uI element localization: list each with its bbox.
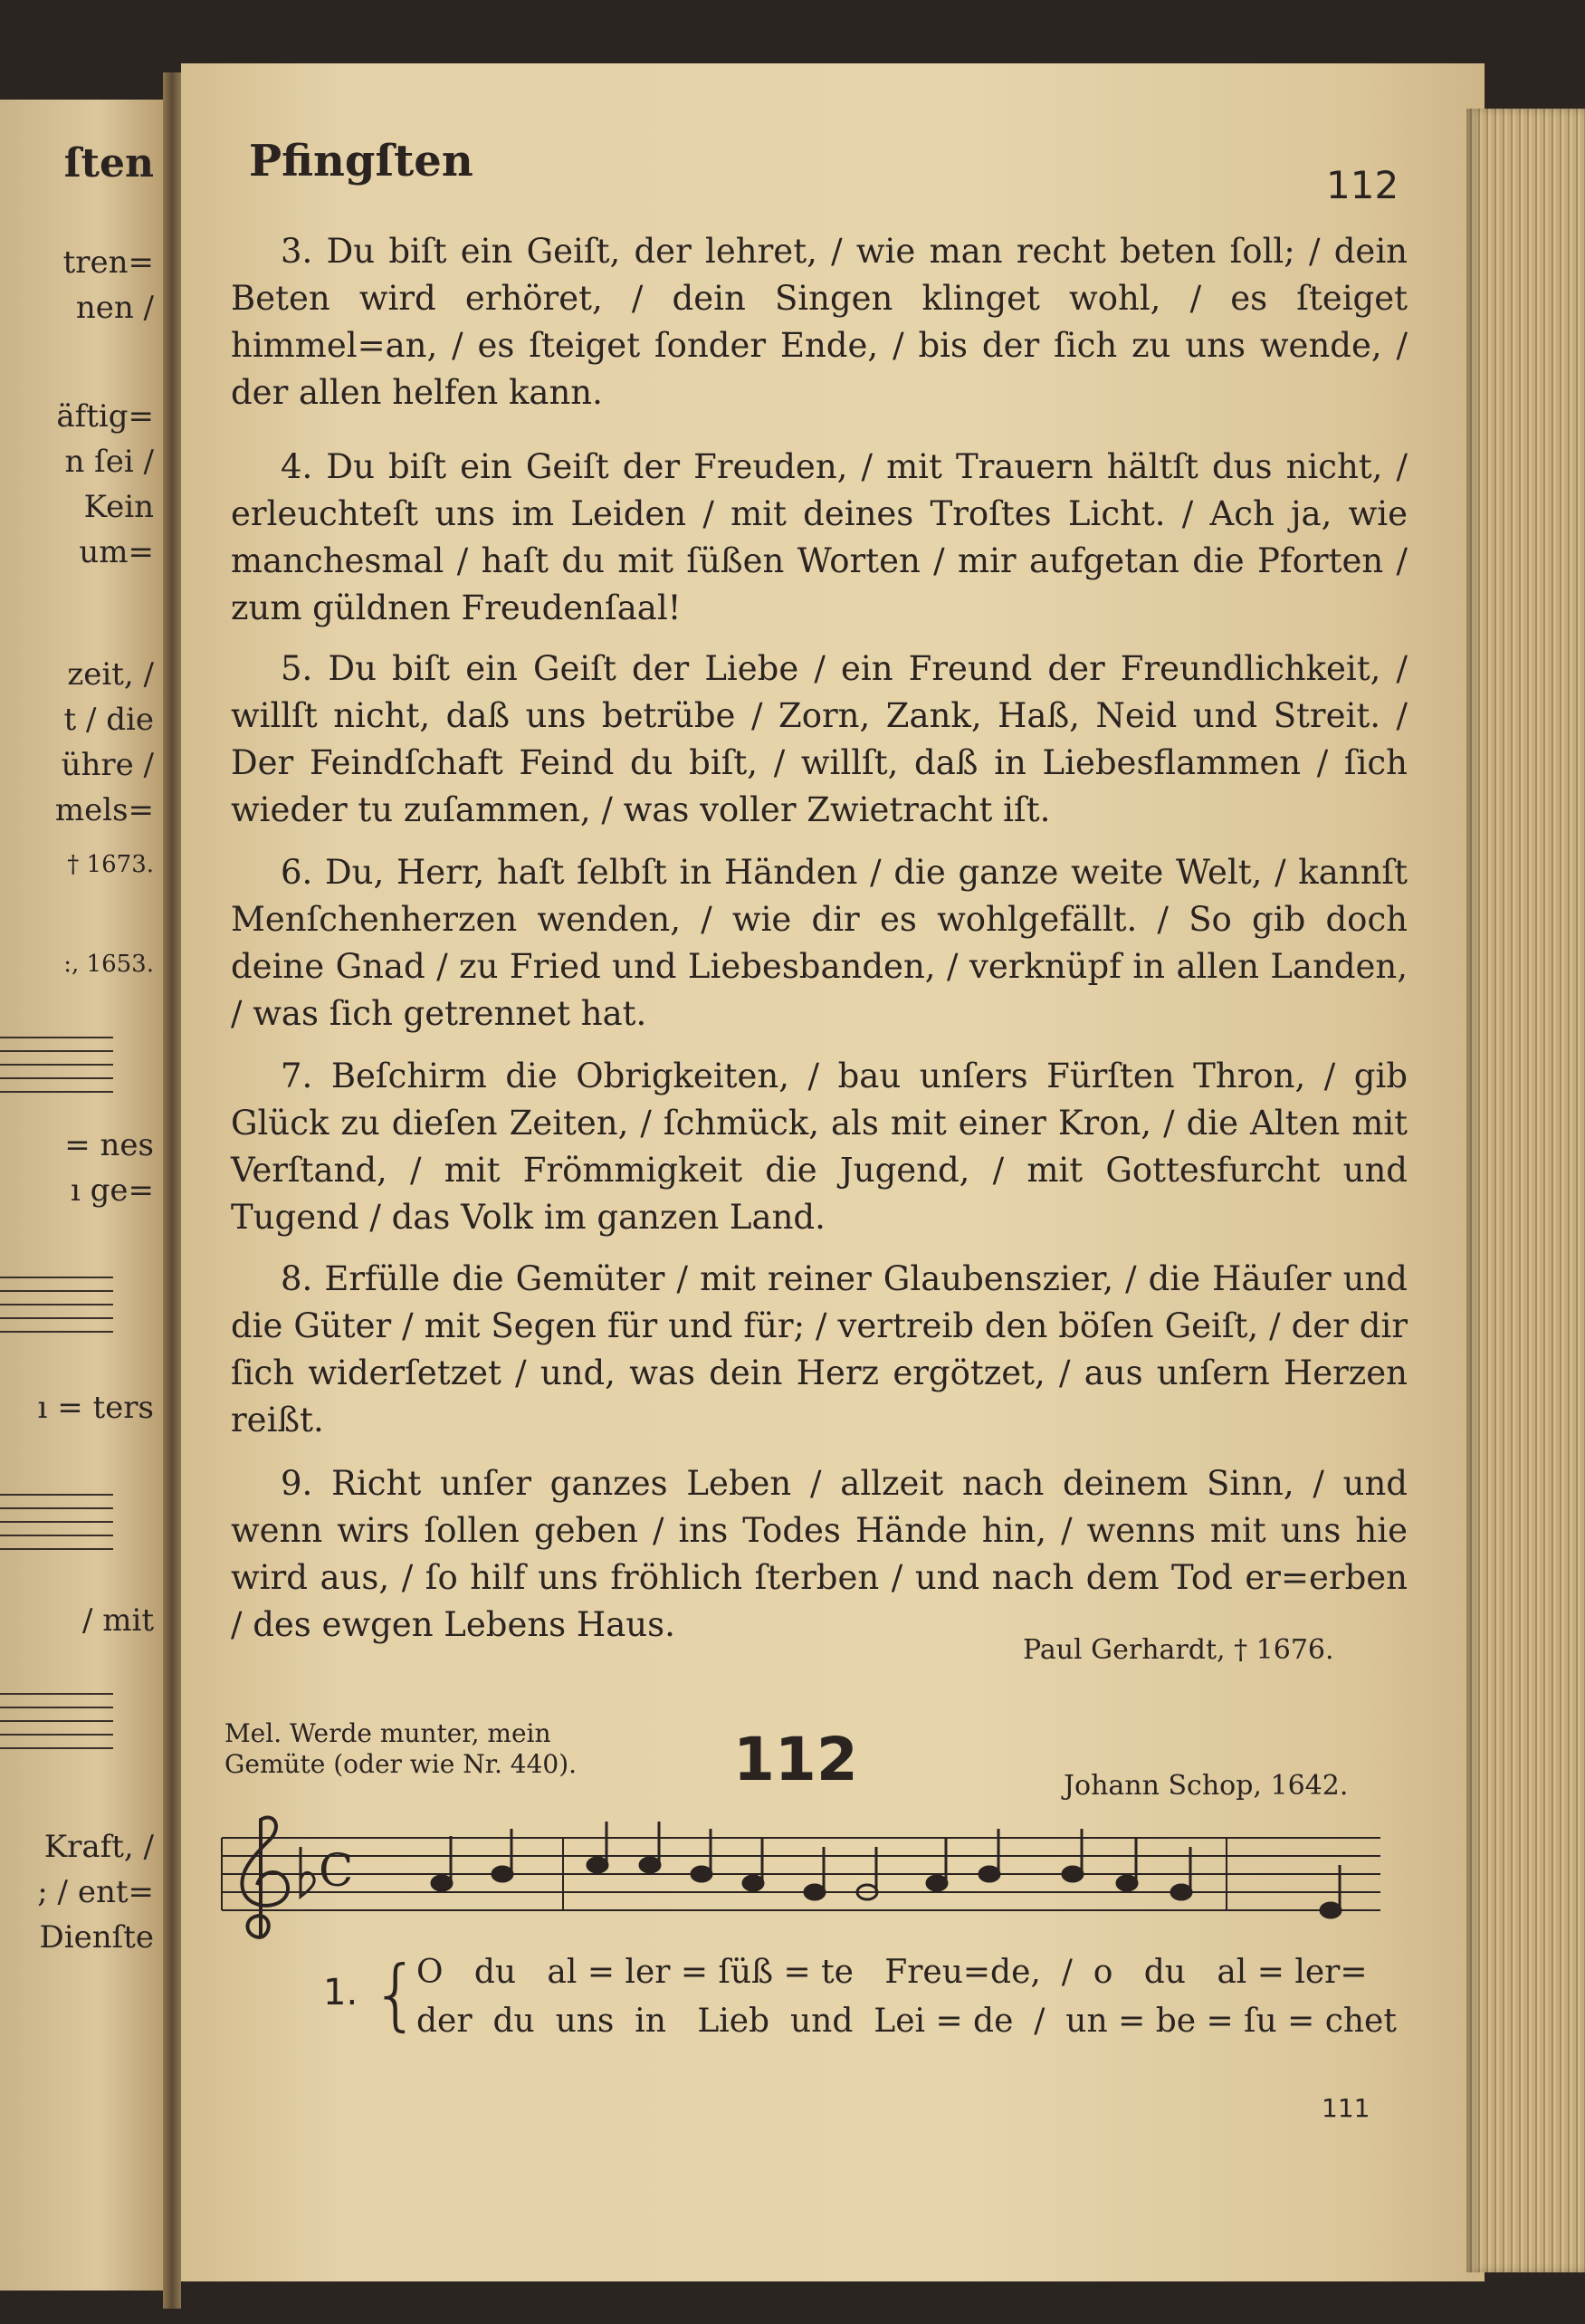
left-fragment: † 1673. [67, 851, 154, 878]
left-fragment: mels= [54, 792, 154, 828]
lyrics-verse-number: 1. [323, 1972, 358, 2013]
lyrics-line: der du uns in Lieb und Lei = de / un = be = ſu = chet [416, 2003, 1397, 2040]
flat-sign-icon [301, 1847, 314, 1897]
verse-7: 7. Beſchirm die Obrigkeiten, / bau unſers Fürſten Thron, / gib Glück zu dieſen Zeiten, / ſchmück, als mit einer Kron, / die Alten mit Verſtand, / mit Frömmigkeit die Jugend, / mit Gottesfurcht und Tugend / das Volk im ganzen Land. [231, 1057, 1408, 1237]
left-fragment: / mit [81, 1602, 154, 1639]
left-fragment: n ſei / [64, 444, 154, 480]
left-music-staff [0, 1693, 113, 1749]
page-number: 112 [1326, 163, 1399, 207]
left-music-staff [0, 1277, 113, 1333]
melody-note [224, 1718, 650, 1780]
footer-number: 111 [1322, 2093, 1370, 2123]
author-credit: Paul Gerhardt, † 1676. [1023, 1634, 1334, 1666]
page-title: Pfingſten [249, 136, 473, 186]
left-fragment: um= [79, 534, 154, 570]
melody-note-line: Mel. Werde munter, mein [224, 1718, 551, 1748]
left-fragment: Dienſte [39, 1919, 154, 1956]
left-page-fragment [0, 100, 163, 2291]
music-note [432, 1836, 452, 1890]
verse-4: 4. Du biſt ein Geiſt der Freuden, / mit Trauern hältſt dus nicht, / erleuchteſt uns im Leiden / mit deines Troſtes Licht. / Ach ja, wie manchesmal / haſt du mit ſüßen Worten / mir aufgetan die Pforten / zum güldnen Freudenſaal! [231, 447, 1408, 627]
left-music-staff [0, 1494, 113, 1550]
left-fragment: nen / [75, 290, 154, 326]
verse-5: 5. Du biſt ein Geiſt der Liebe / ein Freund der Freundlichkeit, / willſt nicht, daß uns betrübe / Zorn, Zank, Haß, Neid und Streit. / Der Feindſchaft Feind du biſt, / willſt, daß in Liebesflammen / ſich wieder tu zuſammen, / was voller Zwietracht iſt. [231, 649, 1408, 829]
common-time-icon: C [319, 1844, 354, 1897]
left-fragment: ı ge= [70, 1172, 154, 1209]
left-fragment: tren= [62, 244, 154, 281]
verse-3: 3. Du biſt ein Geiſt, der lehret, / wie man recht beten ſoll; / dein Beten wird erhöret, / dein Singen klinget wohl, / es ſteiget himmel=an, / es ſteiget ſonder Ende, / bis der ſich zu uns wende, / der allen helfen kann. [231, 232, 1408, 412]
left-fragment: zeit, / [67, 656, 154, 693]
left-fragment: t / die [63, 702, 154, 738]
left-fragment: ühre / [61, 747, 154, 783]
left-fragment: äftig= [56, 398, 154, 435]
hymn-number: 112 [733, 1725, 858, 1794]
book-gutter [163, 72, 181, 2309]
left-fragment: Kraft, / [43, 1829, 154, 1865]
music-note [927, 1838, 947, 1890]
left-fragment: = nes [64, 1127, 154, 1163]
left-fragment: ; / ent= [37, 1874, 154, 1910]
music-note [743, 1838, 763, 1890]
composer-credit: Johann Schop, 1642. [1064, 1770, 1349, 1802]
music-note [1117, 1838, 1137, 1890]
left-page-header: ſten [63, 140, 154, 186]
verse-6: 6. Du, Herr, haſt ſelbſt in Händen / die ganze weite Welt, / kannſt Menſchenherzen wenden, / wie dir es wohlgefällt. / So gib doch deine Gnad / zu Fried und Liebesbanden, / verknüpf in allen Landen, / was ſich getrennet hat. [231, 853, 1408, 1033]
page-edges [1466, 109, 1585, 2272]
brace-icon: { [371, 1949, 421, 2040]
music-staff [217, 1811, 1394, 1946]
verse-8: 8. Erfülle die Gemüter / mit reiner Glaubenszier, / die Häuſer und die Güter / mit Segen für und für; / vertreib den böſen Geiſt, / der dir ſich widerſetzet / und, was dein Herz ergötzet, / aus unſern Herzen reißt. [231, 1259, 1408, 1439]
lyrics-line: O du al = ler = ſüß = te Freu=de, / o du al = ler= [416, 1954, 1368, 1991]
left-fragment: ı = ters [37, 1390, 154, 1426]
music-note [587, 1822, 607, 1872]
verse-9: 9. Richt unſer ganzes Leben / allzeit nach deinem Sinn, / und wenn wirs ſollen geben / ins Todes Hände hin, / wenns mit uns hie wird aus, / ſo hilf uns fröhlich ſterben / und nach dem Tod er=erben / des ewgen Lebens Haus. [231, 1464, 1408, 1644]
left-fragment: Kein [83, 489, 154, 525]
melody-note-line: Gemüte (oder wie Nr. 440). [224, 1749, 578, 1779]
treble-clef-icon [242, 1817, 288, 1937]
left-fragment: :, 1653. [63, 951, 154, 978]
left-music-staff [0, 1037, 113, 1093]
music-note [640, 1822, 660, 1872]
